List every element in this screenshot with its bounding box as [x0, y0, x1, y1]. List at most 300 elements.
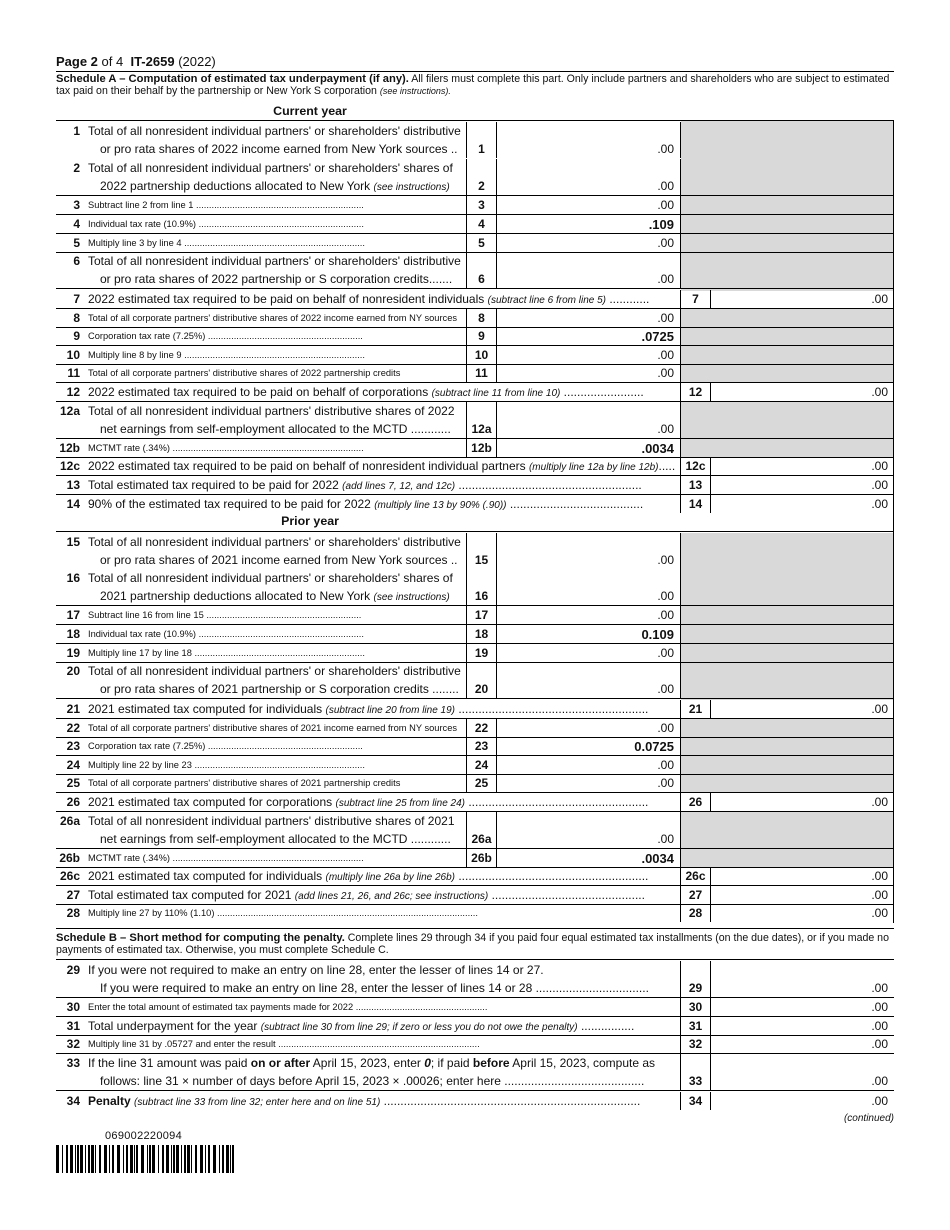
- form-line-12a: [56, 402, 894, 439]
- line-note: (add lines 21, 26, and 26c; see instructions): [294, 891, 489, 902]
- line-box-label: 34: [680, 1092, 711, 1110]
- amount-field[interactable]: .00: [871, 459, 888, 473]
- amount-field[interactable]: .00: [657, 198, 674, 212]
- form-line-26a: [56, 812, 894, 849]
- amount-right-border: [680, 122, 681, 158]
- amount-right-border: [680, 849, 681, 867]
- line-text: Total of all corporate partners' distributive shares of 2021 partnership credits: [88, 778, 401, 788]
- line-description-cont: [100, 142, 458, 156]
- line-box-label: 21: [680, 700, 711, 718]
- form-line-22: [56, 719, 894, 738]
- amount-field[interactable]: .0034: [641, 441, 674, 456]
- line-text: 2021 partnership deductions allocated to New York: [100, 589, 371, 603]
- line-box-label: 11: [466, 364, 497, 382]
- line-text: Multiply line 31 by .05727 and enter the result ..............................................................................: [88, 1039, 480, 1049]
- amount-field[interactable]: .00: [871, 906, 888, 920]
- line-box-label: 12: [680, 383, 711, 401]
- form-line-21: [56, 700, 894, 719]
- line-note: (multiply line 13 by 90% (.90)): [374, 500, 507, 511]
- barcode-bar: [222, 1145, 224, 1173]
- amount-field[interactable]: .00: [871, 385, 888, 399]
- form-line-20: [56, 662, 894, 699]
- line-text: or pro rata shares of 2022 income earned from New York sources ..: [100, 142, 458, 156]
- form-line-31: [56, 1017, 894, 1036]
- barcode-bar: [136, 1145, 138, 1173]
- schedule-a-title: Schedule A – Computation of estimated tax underpayment (if any).: [56, 73, 409, 85]
- form-line-16: [56, 569, 894, 606]
- line-description: [88, 404, 455, 418]
- line-text: 90% of the estimated tax required to be paid for 2022: [88, 497, 371, 511]
- leader-dots: ................: [577, 1019, 635, 1033]
- line-number: 14: [66, 497, 80, 511]
- line-box-label: 10: [466, 346, 497, 364]
- form-line-26: [56, 793, 894, 812]
- schedule-a-heading: [56, 73, 894, 97]
- leader-dots: ..............................................: [488, 888, 645, 902]
- box-divider: [496, 533, 497, 551]
- line-number: 25: [66, 776, 80, 790]
- line-description: [88, 1094, 640, 1108]
- barcode-bar: [208, 1145, 210, 1173]
- schedule-b-rule-bottom: [56, 959, 894, 960]
- leader-dots: ........................: [560, 385, 644, 399]
- line-number: 6: [73, 254, 80, 268]
- barcode-bar: [56, 1145, 59, 1173]
- line-text: before: [472, 1056, 510, 1070]
- amount-right-border: [680, 533, 681, 569]
- amount-field[interactable]: .00: [871, 1074, 888, 1088]
- line-text: If you were not required to make an entry on line 28, enter the lesser of lines 14 or 27.: [88, 963, 544, 977]
- amount-field[interactable]: .00: [657, 272, 674, 286]
- barcode-bar: [126, 1145, 128, 1173]
- line-description: [88, 664, 461, 678]
- barcode-bar: [112, 1145, 114, 1173]
- line-note: (add lines 7, 12, and 12c): [342, 481, 456, 492]
- line-description: [88, 1056, 656, 1070]
- line-note: (see instructions): [373, 592, 450, 603]
- line-description: [88, 853, 364, 863]
- form-line-13: [56, 476, 894, 495]
- line-number: 5: [73, 236, 80, 250]
- line-box-label: 29: [680, 979, 711, 997]
- current-year-label: Current year: [273, 104, 347, 118]
- line-description: [88, 497, 643, 511]
- form-line-18: [56, 625, 894, 644]
- prior-year-label: Prior year: [281, 514, 339, 528]
- line-box-label: 8: [466, 309, 497, 327]
- amount-field[interactable]: .00: [657, 366, 674, 380]
- amount-field[interactable]: .00: [657, 236, 674, 250]
- line-number: 26: [66, 795, 80, 809]
- line-number: 26c: [59, 869, 80, 883]
- line-text: Total of all nonresident individual partners' or shareholders' distributive: [88, 535, 461, 549]
- barcode-bar: [226, 1145, 229, 1173]
- line-box-label: 22: [466, 719, 497, 737]
- box-divider: [496, 402, 497, 420]
- line-number: 21: [66, 702, 80, 716]
- schedule-b-note: Complete lines 29 through 34 if you paid four equal estimated tax installments (on the due dates), or if you made no payments of estimated tax. Otherwise, you must complete Schedule C.: [56, 932, 889, 956]
- amount-field[interactable]: .109: [648, 217, 674, 232]
- line-text: Total of all nonresident individual partners' or shareholders' distributive: [88, 664, 461, 678]
- line-description: [88, 963, 544, 977]
- line-number: 3: [73, 198, 80, 212]
- line-description: [88, 1039, 480, 1049]
- line-box-label: 12c: [680, 457, 711, 475]
- line-box-label: 33: [680, 1072, 711, 1090]
- barcode-bar: [166, 1145, 169, 1173]
- line-number: 30: [66, 1000, 80, 1014]
- barcode-bar: [200, 1145, 203, 1173]
- line-note: (subtract line 6 from line 5): [487, 295, 607, 306]
- line-box-label: 28: [680, 904, 711, 922]
- form-line-6: [56, 252, 894, 289]
- barcode-bar: [130, 1145, 133, 1173]
- line-description-cont: [100, 1074, 644, 1088]
- amount-field[interactable]: .00: [657, 348, 674, 362]
- amount-field[interactable]: .00: [871, 888, 888, 902]
- line-description-cont: [100, 422, 451, 436]
- box-divider: [680, 961, 681, 979]
- amount-field[interactable]: .00: [871, 1094, 888, 1108]
- page-header: [56, 54, 216, 69]
- line-number: 19: [66, 646, 80, 660]
- line-text: Total of all nonresident individual partners' or shareholders' shares of: [88, 161, 453, 175]
- line-description: [88, 888, 645, 902]
- box-divider: [496, 122, 497, 140]
- line-box-label: 3: [466, 196, 497, 214]
- line-description: [88, 610, 361, 620]
- barcode-bar: [123, 1145, 124, 1173]
- line-box-label: 15: [466, 551, 497, 569]
- amount-field[interactable]: .00: [871, 478, 888, 492]
- barcode-bar: [70, 1145, 73, 1173]
- line-text: follows: line 31 × number of days before April 15, 2023 × .00026; enter here ..........................................: [100, 1074, 645, 1088]
- line-note: (multiply line 12a by line 12b): [528, 462, 659, 473]
- amount-field[interactable]: .00: [657, 422, 674, 436]
- line-box-label: 26c: [680, 867, 711, 885]
- line-description: [88, 723, 458, 733]
- line-number: 23: [66, 739, 80, 753]
- barcode-bar: [117, 1145, 120, 1173]
- line-text: If you were required to make an entry on line 28, enter the lesser of lines 14 or 28 ..................................: [100, 981, 649, 995]
- box-divider: [466, 812, 467, 830]
- form-line-28: [56, 904, 894, 922]
- barcode-bar: [104, 1145, 107, 1173]
- box-divider: [466, 533, 467, 551]
- form-line-11: [56, 364, 894, 383]
- line-text: net earnings from self-employment allocated to the MCTD ............: [100, 422, 451, 436]
- line-box-label: 13: [680, 476, 711, 494]
- line-description: [88, 385, 644, 399]
- barcode-bar: [205, 1145, 206, 1173]
- line-description: [88, 629, 364, 639]
- line-description: [88, 254, 461, 268]
- form-line-17: [56, 606, 894, 625]
- line-number: 9: [73, 329, 80, 343]
- amount-field[interactable]: .00: [657, 142, 674, 156]
- line-number: 11: [67, 366, 80, 380]
- line-description-cont: [100, 981, 648, 995]
- continued-label: (continued): [843, 1113, 894, 1124]
- form-line-23: [56, 737, 894, 756]
- line-description: [88, 795, 648, 809]
- line-note: (multiply line 26a by line 26b): [325, 872, 455, 883]
- leader-dots: ........................................: [506, 497, 644, 511]
- form-line-15: [56, 533, 894, 569]
- line-text: Penalty: [88, 1094, 131, 1108]
- leader-dots: .............................................................................: [380, 1094, 641, 1108]
- box-divider: [496, 569, 497, 587]
- line-description: [88, 908, 478, 918]
- line-text: Total of all nonresident individual partners' distributive shares of 2021: [88, 814, 455, 828]
- form-line-24: [56, 756, 894, 775]
- amount-field[interactable]: .00: [657, 682, 674, 696]
- amount-field[interactable]: .00: [871, 1000, 888, 1014]
- barcode-number: 069002220094: [105, 1130, 183, 1142]
- line-description-cont: [100, 553, 458, 567]
- line-box-label: 2: [466, 177, 497, 195]
- line-note: (see instructions): [373, 182, 450, 193]
- amount-field[interactable]: .00: [657, 553, 674, 567]
- line-number: 17: [66, 608, 80, 622]
- line-box-label: 9: [466, 327, 497, 345]
- line-box-label: 26b: [466, 849, 497, 867]
- box-divider: [496, 662, 497, 680]
- amount-right-border: [680, 756, 681, 774]
- line-description: [88, 648, 365, 658]
- amount-field[interactable]: .00: [657, 832, 674, 846]
- form-line-1: [56, 122, 894, 158]
- form-line-30: [56, 998, 894, 1017]
- line-description: [88, 443, 364, 453]
- line-text: on or after: [250, 1056, 311, 1070]
- form-line-25: [56, 774, 894, 793]
- line-text: or pro rata shares of 2021 income earned from New York sources ..: [100, 553, 458, 567]
- line-number: 31: [66, 1019, 80, 1033]
- amount-field[interactable]: .0034: [641, 851, 674, 866]
- line-number: 12a: [59, 404, 80, 418]
- line-box-label: 19: [466, 644, 497, 662]
- line-description: [88, 478, 642, 492]
- amount-field[interactable]: .00: [871, 497, 888, 511]
- line-text: ; if paid: [430, 1056, 473, 1070]
- amount-field[interactable]: .00: [871, 702, 888, 716]
- line-description: [88, 368, 400, 378]
- line-box-label: 27: [680, 886, 711, 904]
- line-box-label: 12b: [466, 439, 497, 457]
- barcode-bar: [149, 1145, 151, 1173]
- page-label: Page 2: [56, 54, 98, 69]
- line-number: 33: [66, 1056, 80, 1070]
- amount-right-border: [680, 346, 681, 364]
- line-box-label: 30: [680, 998, 711, 1016]
- line-number: 32: [66, 1037, 80, 1051]
- amount-right-border: [680, 719, 681, 737]
- schedule-b-title: Schedule B – Short method for computing the penalty.: [56, 932, 345, 944]
- amount-field[interactable]: .00: [871, 1037, 888, 1051]
- box-divider: [466, 159, 467, 177]
- barcode-bar: [158, 1145, 159, 1173]
- line-text: Total of all corporate partners' distributive shares of 2021 income earned from NY sources: [88, 723, 458, 733]
- line-text: Individual tax rate (10.9%) ................................................................: [88, 629, 364, 639]
- box-divider: [680, 1054, 681, 1072]
- form-line-9: [56, 327, 894, 346]
- line-number: 12c: [59, 459, 80, 473]
- line-description: [88, 200, 364, 210]
- form-line-33: [56, 1054, 894, 1091]
- line-box-label: 12a: [466, 420, 497, 438]
- amount-field[interactable]: .00: [657, 179, 674, 193]
- leader-dots: .........................................................: [455, 869, 649, 883]
- line-number: 12b: [59, 441, 80, 455]
- line-box-label: 18: [466, 625, 497, 643]
- amount-field[interactable]: .00: [871, 981, 888, 995]
- form-id: IT-2659: [130, 54, 175, 69]
- header-rule: [56, 71, 894, 72]
- amount-field[interactable]: .00: [657, 758, 674, 772]
- line-text: Total estimated tax required to be paid for 2022: [88, 478, 339, 492]
- form-line-32: [56, 1035, 894, 1054]
- line-box-label: 31: [680, 1017, 711, 1035]
- line-box-label: 6: [466, 270, 497, 288]
- barcode-bar: [176, 1145, 179, 1173]
- leader-dots: ............: [606, 292, 650, 306]
- schedule-a-note: All filers must complete this part. Only include partners and shareholders who are subject to estimated tax paid on their behalf by the partnership or New York S corporation: [56, 73, 890, 97]
- amount-field[interactable]: .00: [657, 776, 674, 790]
- line-number: 7: [73, 292, 80, 306]
- amount-field[interactable]: .00: [657, 608, 674, 622]
- line-box-label: 25: [466, 774, 497, 792]
- line-box-label: 26: [680, 793, 711, 811]
- amount-right-border: [680, 439, 681, 457]
- form-line-12: [56, 383, 894, 402]
- barcode: [56, 1145, 239, 1173]
- line-description: [88, 292, 648, 306]
- form-year: (2022): [178, 54, 216, 69]
- line-number: 13: [66, 478, 80, 492]
- amount-field[interactable]: .00: [871, 869, 888, 883]
- amount-right-border: [680, 812, 681, 848]
- barcode-bar: [134, 1145, 135, 1173]
- line-description-cont: [100, 682, 459, 696]
- barcode-bar: [152, 1145, 155, 1173]
- barcode-bar: [85, 1145, 86, 1173]
- barcode-bar: [162, 1145, 164, 1173]
- amount-field[interactable]: 0.109: [641, 627, 674, 642]
- line-text: Subtract line 2 from line 1 .................................................................: [88, 200, 364, 210]
- line-text: 2022 estimated tax required to be paid on behalf of nonresident individual partners: [88, 459, 526, 473]
- barcode-bar: [99, 1145, 101, 1173]
- line-number: 4: [73, 217, 80, 231]
- line-text: Corporation tax rate (7.25%) ............................................................: [88, 741, 363, 751]
- barcode-bar: [173, 1145, 175, 1173]
- amount-field[interactable]: .00: [657, 311, 674, 325]
- amount-field[interactable]: .00: [871, 795, 888, 809]
- form-line-34: [56, 1092, 894, 1110]
- barcode-bar: [213, 1145, 216, 1173]
- line-description: [88, 313, 458, 323]
- line-text: Total of all nonresident individual partners' distributive shares of 2022: [88, 404, 455, 418]
- amount-right-border: [680, 644, 681, 662]
- amount-right-border: [680, 662, 681, 698]
- line-text: Total underpayment for the year: [88, 1019, 258, 1033]
- line-text: Subtract line 16 from line 15 ............................................................: [88, 610, 362, 620]
- amount-field[interactable]: 0.0725: [634, 739, 674, 754]
- line-text: net earnings from self-employment allocated to the MCTD ............: [100, 832, 451, 846]
- line-description-cont: [100, 179, 450, 193]
- amount-field[interactable]: .00: [657, 646, 674, 660]
- line-box-label: 1: [466, 140, 497, 158]
- line-text: Corporation tax rate (7.25%) ............................................................: [88, 331, 363, 341]
- box-divider: [496, 159, 497, 177]
- barcode-bar: [95, 1145, 96, 1173]
- amount-right-border: [680, 327, 681, 345]
- line-description: [88, 219, 364, 229]
- line-description: [88, 814, 455, 828]
- line-text: or pro rata shares of 2021 partnership or S corporation credits ........: [100, 682, 459, 696]
- amount-field[interactable]: .00: [657, 721, 674, 735]
- amount-right-border: [680, 606, 681, 624]
- box-divider: [466, 569, 467, 587]
- line-text: April 15, 2023, enter: [310, 1056, 425, 1070]
- line-description: [88, 535, 461, 549]
- line-text: 2022 partnership deductions allocated to New York: [100, 179, 371, 193]
- line-number: 20: [66, 664, 80, 678]
- line-number: 15: [66, 535, 80, 549]
- line-description: [88, 760, 365, 770]
- box-divider: [466, 122, 467, 140]
- amount-right-border: [680, 364, 681, 382]
- line-number: 28: [66, 906, 80, 920]
- line-description: [88, 331, 363, 341]
- leader-dots: .....: [658, 459, 676, 473]
- box-divider: [466, 402, 467, 420]
- barcode-bar: [230, 1145, 231, 1173]
- amount-field[interactable]: .00: [871, 292, 888, 306]
- prior-year-rule: [56, 531, 894, 532]
- barcode-bar: [219, 1145, 220, 1173]
- line-text: or pro rata shares of 2022 partnership or S corporation credits.......: [100, 272, 453, 286]
- barcode-bar: [147, 1145, 148, 1173]
- line-text: 2022 estimated tax required to be paid on behalf of corporations: [88, 385, 429, 399]
- barcode-bar: [77, 1145, 79, 1173]
- barcode-bar: [187, 1145, 190, 1173]
- amount-field[interactable]: .0725: [641, 329, 674, 344]
- amount-field[interactable]: .00: [657, 589, 674, 603]
- amount-right-border: [680, 737, 681, 755]
- line-box-label: 23: [466, 737, 497, 755]
- box-divider: [710, 961, 711, 979]
- leader-dots: .......................................................: [455, 478, 642, 492]
- line-box-label: 16: [466, 587, 497, 605]
- leader-dots: ......................................................: [465, 795, 649, 809]
- schedule-b-heading: [56, 932, 894, 956]
- line-box-label: 32: [680, 1035, 711, 1053]
- line-box-label: 4: [466, 215, 497, 233]
- line-description: [88, 161, 453, 175]
- amount-right-border: [680, 309, 681, 327]
- line-text: 0: [424, 1056, 431, 1070]
- line-text: Total of all corporate partners' distributive shares of 2022 income earned from NY sources: [88, 313, 458, 323]
- form-line-19: [56, 644, 894, 663]
- line-number: 8: [73, 311, 80, 325]
- barcode-bar: [232, 1145, 234, 1173]
- page-of-label: of 4: [101, 54, 124, 69]
- line-text: Total of all corporate partners' distributive shares of 2022 partnership credits: [88, 368, 401, 378]
- line-description: [88, 1002, 487, 1012]
- line-number: 26a: [59, 814, 80, 828]
- amount-field[interactable]: .00: [871, 1019, 888, 1033]
